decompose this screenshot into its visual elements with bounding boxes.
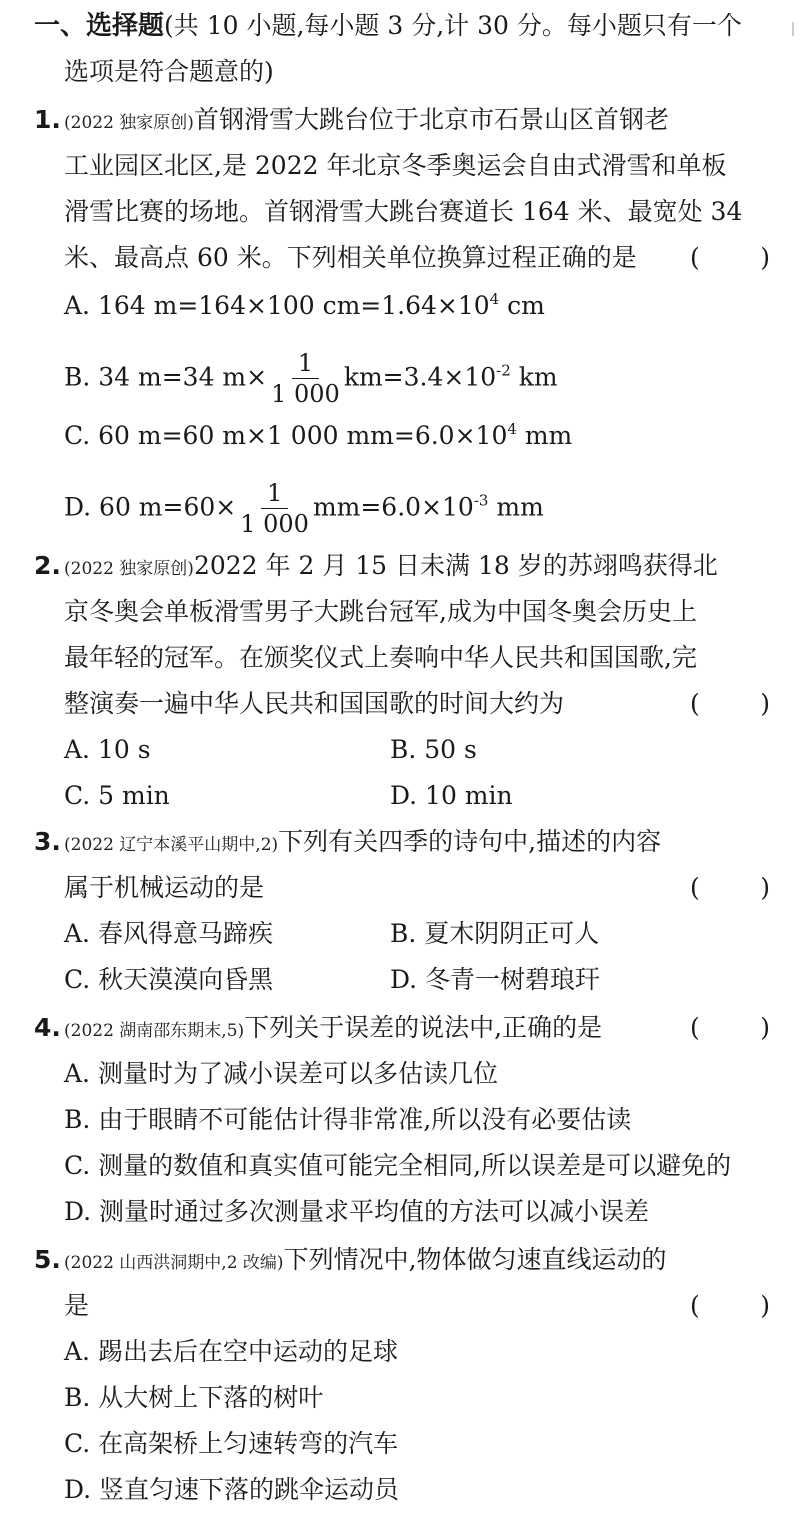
section-description-cont: 选项是符合题意的) xyxy=(64,57,274,86)
answer-blank[interactable]: ( ) xyxy=(690,1291,770,1320)
q5-option-d[interactable]: D. 竖直匀速下落的跳伞运动员 xyxy=(64,1475,400,1504)
question-source: (2022 山西洪洞期中,2 改编) xyxy=(64,1253,284,1273)
question-2-line-1 xyxy=(0,546,800,586)
question-number: 4. xyxy=(34,1013,61,1042)
question-number: 3. xyxy=(34,827,61,856)
question-stem: 米、最高点 60 米。下列相关单位换算过程正确的是 xyxy=(64,243,637,272)
answer-blank[interactable]: ( ) xyxy=(690,689,770,718)
answer-blank[interactable]: ( ) xyxy=(690,873,770,902)
question-stem: 是 xyxy=(64,1291,90,1320)
fraction: $\frac{1}{1 000}$ xyxy=(240,479,309,539)
q5-option-c[interactable]: C. 在高架桥上匀速转弯的汽车 xyxy=(64,1429,399,1458)
question-3-line-1 xyxy=(0,822,800,862)
answer-blank[interactable]: ( ) xyxy=(690,1013,770,1042)
q1-option-b[interactable]: B. 34 m=34 m× $\frac{1}{1 000}$ $km=3.4\times 10^{-2}$ km xyxy=(64,349,558,409)
question-stem: 下列关于误差的说法中,正确的是 xyxy=(244,1013,603,1042)
q4-option-b[interactable]: B. 由于眼睛不可能估计得非常准,所以没有必要估读 xyxy=(64,1105,632,1134)
q2-options-row-1 xyxy=(0,730,800,770)
question-5-line-1 xyxy=(0,1240,800,1280)
q3-option-d[interactable]: D. 冬青一树碧琅玕 xyxy=(390,965,601,994)
question-2-line-2: 京冬奥会单板滑雪男子大跳台冠军,成为中国冬奥会历史上 xyxy=(64,597,697,626)
section-header xyxy=(34,6,800,46)
q4-option-c[interactable]: C. 测量的数值和真实值可能完全相同,所以误差是可以避免的 xyxy=(64,1151,732,1180)
q5-option-a[interactable]: A. 踢出去后在空中运动的足球 xyxy=(64,1337,398,1366)
question-5-line-2 xyxy=(0,1286,800,1326)
q3-option-c[interactable]: C. 秋天漠漠向昏黑 xyxy=(64,965,274,994)
q1-option-d[interactable]: D. 60 m=60× $\frac{1}{1 000}$ $mm=6.0\times 10^{-3}$ mm xyxy=(64,479,544,539)
q3-option-a[interactable]: A. 春风得意马蹄疾 xyxy=(64,919,273,948)
q1-option-a[interactable]: A. 164 m=164×100 $cm=1.64\times 10^4$ cm xyxy=(64,290,545,320)
q2-option-b[interactable]: B. 50 s xyxy=(390,735,477,764)
fraction: $\frac{1}{1 000}$ xyxy=(271,349,340,409)
q3-options-row-2 xyxy=(0,960,800,1000)
q3-options-row-1 xyxy=(0,914,800,954)
q2-options-row-2 xyxy=(0,776,800,816)
q2-option-a[interactable]: A. 10 s xyxy=(64,735,151,764)
question-3-line-2 xyxy=(0,868,800,908)
question-stem: 首钢滑雪大跳台位于北京市石景山区首钢老 xyxy=(193,105,669,134)
question-stem: 整演奏一遍中华人民共和国国歌的时间大约为 xyxy=(64,689,565,718)
question-stem: 下列有关四季的诗句中,描述的内容 xyxy=(278,827,662,856)
question-stem: 2022 年 2 月 15 日未满 18 岁的苏翊鸣获得北 xyxy=(193,551,718,580)
question-number: 2. xyxy=(34,551,61,580)
question-stem: 下列情况中,物体做匀速直线运动的 xyxy=(283,1245,667,1274)
question-number: 1. xyxy=(34,105,61,134)
question-source: (2022 湖南邵东期末,5) xyxy=(64,1021,245,1041)
q1-option-c[interactable]: C. 60 m=60 m×1 000 $mm=6.0\times 10^4$ mm xyxy=(64,420,573,450)
question-2-line-4 xyxy=(0,684,800,724)
q3-option-b[interactable]: B. 夏木阴阴正可人 xyxy=(390,919,600,948)
q4-option-a[interactable]: A. 测量时为了减小误差可以多估读几位 xyxy=(64,1059,498,1088)
q2-option-c[interactable]: C. 5 min xyxy=(64,781,170,810)
question-stem: 属于机械运动的是 xyxy=(64,873,265,902)
q5-option-b[interactable]: B. 从大树上下落的树叶 xyxy=(64,1383,324,1412)
question-1-line-2: 工业园区北区,是 2022 年北京冬季奥运会自由式滑雪和单板 xyxy=(64,151,727,180)
question-4-line-1 xyxy=(0,1008,800,1048)
question-1-line-1 xyxy=(0,100,800,140)
question-number: 5. xyxy=(34,1245,61,1274)
question-1-line-4 xyxy=(0,238,800,278)
question-source: (2022 独家原创) xyxy=(64,113,194,133)
section-title: 一、选择题 xyxy=(34,11,165,41)
question-source: (2022 独家原创) xyxy=(64,559,194,579)
question-1-line-3: 滑雪比赛的场地。首钢滑雪大跳台赛道长 164 米、最宽处 34 xyxy=(64,197,743,226)
question-2-line-3: 最年轻的冠军。在颁奖仪式上奏响中华人民共和国国歌,完 xyxy=(64,643,697,672)
q2-option-d[interactable]: D. 10 min xyxy=(390,781,513,810)
question-source: (2022 辽宁本溪平山期中,2) xyxy=(64,835,279,855)
answer-blank[interactable]: ( ) xyxy=(690,243,770,272)
section-description: (共 10 小题,每小题 3 分,计 30 分。每小题只有一个 xyxy=(164,11,742,40)
q4-option-d[interactable]: D. 测量时通过多次测量求平均值的方法可以减小误差 xyxy=(64,1197,650,1226)
